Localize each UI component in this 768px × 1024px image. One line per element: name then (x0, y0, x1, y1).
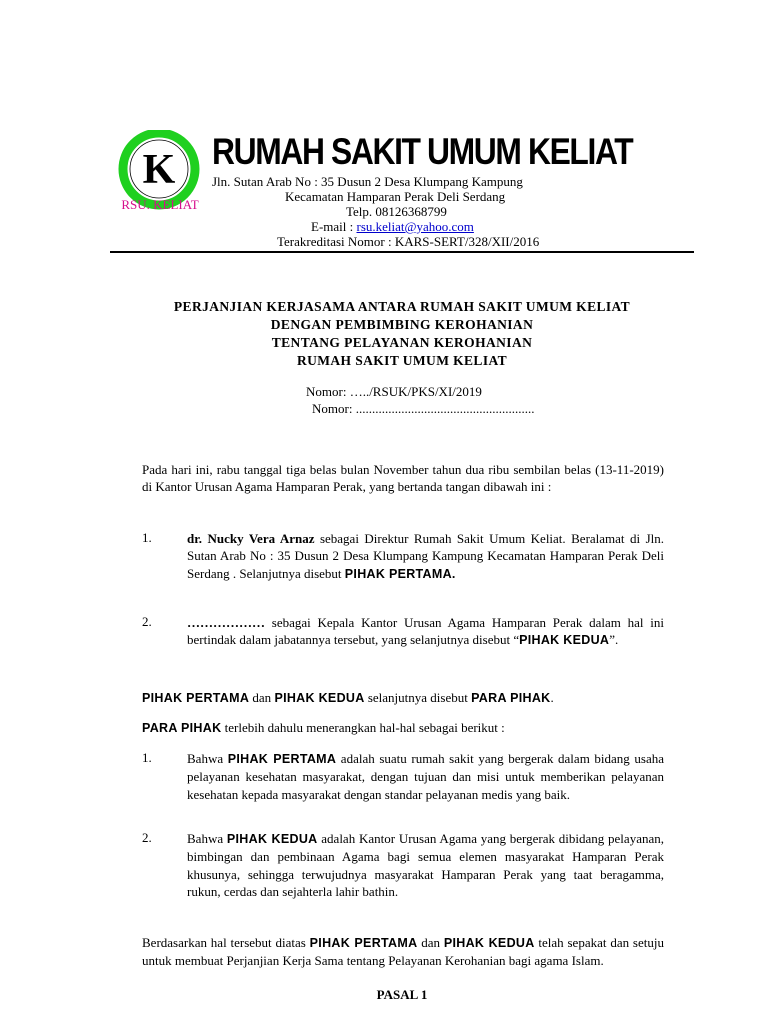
para-pihak-statement (142, 689, 664, 707)
point-1-pre: Bahwa (187, 751, 228, 766)
conclusion-and: dan (417, 935, 444, 950)
phone-line: Telp. 08126368799 (346, 204, 447, 219)
party-2-name: ……………… (187, 615, 265, 630)
point-1-text (187, 750, 664, 803)
conclusion-p2: PIHAK KEDUA (443, 936, 535, 950)
party-2-text (187, 614, 664, 650)
logo-letter: K (142, 147, 176, 193)
party-2-description: sebagai Kepala Kantor Urusan Agama Hamparan Perak dalam hal ini bertindak dalam jabatannya tersebut, yang selanjutnya disebut “ (187, 615, 664, 648)
logo-caption: RSU. KELIAT (121, 197, 199, 212)
party-2-label: PIHAK KEDUA (519, 633, 610, 648)
explain-statement (142, 719, 664, 737)
title-line-2: DENGAN PEMBIMBING KEROHANIAN (270, 317, 534, 332)
address-line-2: Kecamatan Hamparan Perak Deli Serdang (285, 189, 506, 204)
para-pihak-p2: PIHAK KEDUA (274, 691, 365, 705)
para-pihak-end: . (550, 690, 554, 705)
party-1-name: dr. Nucky Vera Arnaz (187, 531, 315, 546)
party-1-label: PIHAK PERTAMA. (344, 566, 456, 581)
email-link[interactable]: rsu.keliat@yahoo.com (356, 219, 474, 234)
header-divider (110, 251, 694, 253)
title-line-3: TENTANG PELAYANAN KEROHANIAN (271, 335, 533, 350)
explain-text: terlebih dahulu menerangkan hal-hal sebagai berikut : (221, 720, 505, 735)
party-2-suffix: ”. (609, 632, 619, 648)
title-line-1: PERJANJIAN KERJASAMA ANTARA RUMAH SAKIT UMUM KELIAT (173, 299, 631, 314)
para-pihak-p1: PIHAK PERTAMA (142, 691, 250, 705)
conclusion-body: telah sepakat dan setuju untuk membuat Perjanjian Kerja Sama tentang Pelayanan Kerohanian bagi agama Islam. (142, 935, 664, 969)
para-pihak-label: PARA PIHAK (471, 691, 551, 705)
party-1-description: sebagai Direktur Rumah Sakit Umum Keliat. Beralamat di Jln. Sutan Arab No : 35 Dusun 2 Desa Klumpang Kampung Kecamatan Hamparan Perak Deli Serdang . Selanjutnya disebut (187, 531, 664, 581)
accreditation-line: Terakreditasi Nomor : KARS-SERT/328/XII/2016 (277, 234, 540, 249)
nomor-line-1: Nomor: …../RSUK/PKS/XI/2019 (306, 384, 482, 399)
point-1-label: PIHAK PERTAMA (227, 752, 337, 766)
party-2-number: 2. (142, 614, 152, 629)
para-pihak-and: dan (249, 690, 275, 705)
explain-para-pihak: PARA PIHAK (142, 721, 222, 735)
point-2-pre: Bahwa (187, 831, 227, 846)
point-1-number: 1. (142, 750, 152, 765)
nomor-line-2: Nomor: ....................................................... (312, 401, 535, 416)
email-line (311, 219, 474, 234)
pasal-heading: PASAL 1 (376, 987, 428, 1002)
conclusion-paragraph (142, 934, 664, 970)
address-line-1: Jln. Sutan Arab No : 35 Dusun 2 Desa Klumpang Kampung (212, 174, 523, 189)
hospital-name: RUMAH SAKIT UMUM KELIAT (212, 131, 633, 172)
conclusion-p1: PIHAK PERTAMA (309, 936, 418, 950)
point-1-body: adalah suatu rumah sakit yang bergerak dalam bidang usaha pelayanan kesehatan masyarakat, dengan tujuan dan misi untuk memberikan pelayanan kesehatan kepada masyarakat dengan standar pelayanan medis yang baik. (187, 751, 664, 802)
intro-paragraph: Pada hari ini, rabu tanggal tiga belas bulan November tahun dua ribu sembilan belas (13-11-2019) di Kantor Urusan Agama Hamparan Perak, yang bertanda tangan dibawah ini : (142, 462, 664, 495)
conclusion-pre: Berdasarkan hal tersebut diatas (142, 935, 310, 950)
point-2-body: adalah Kantor Urusan Agama yang bergerak dibidang pelayanan, bimbingan dan pembinaan Agama bagi semua elemen masyarakat Hamparan Perak khusunya, sehingga terwujudnya masyarakat Hamparan Perak yang taat beragamma, rukun, cerdas dan sejahterla lahir bathin. (187, 831, 664, 900)
title-line-4: RUMAH SAKIT UMUM KELIAT (296, 353, 508, 368)
email-label: E-mail : (311, 219, 357, 234)
para-pihak-rest: selanjutnya disebut (364, 690, 472, 705)
point-2-text (187, 830, 664, 901)
point-2-label: PIHAK KEDUA (226, 832, 318, 846)
point-2-number: 2. (142, 830, 152, 845)
party-1-number: 1. (142, 530, 152, 545)
party-1-text (187, 530, 664, 583)
